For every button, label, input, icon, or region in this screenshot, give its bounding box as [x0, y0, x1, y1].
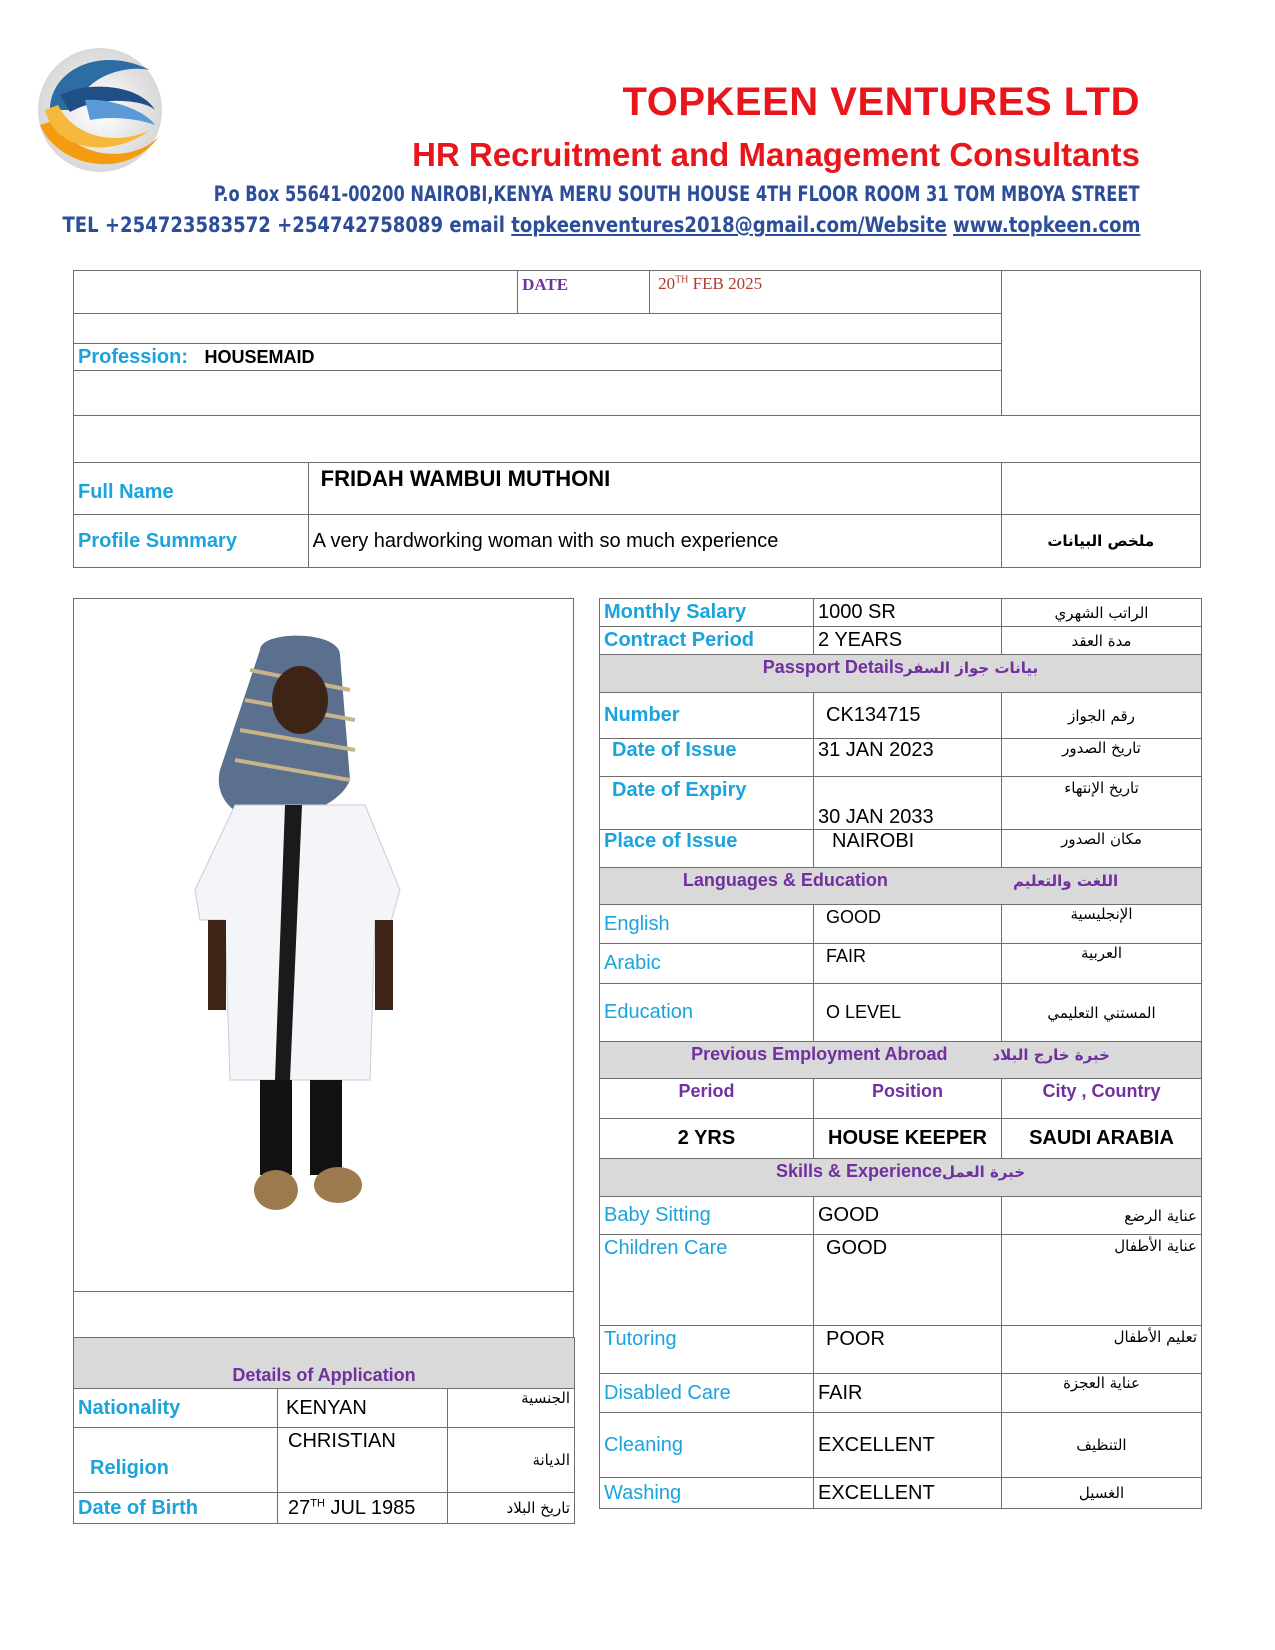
monthly-salary-value: 1000 SR: [814, 599, 1002, 627]
nationality-value: KENYAN: [278, 1389, 448, 1428]
english-value: GOOD: [814, 905, 1002, 944]
skills-section-en: Skills & Experience: [775, 1161, 943, 1181]
blank-row-3: [74, 416, 1201, 463]
details-section-header: Details of Application: [74, 1338, 575, 1389]
company-name: TOPKEEN VENTURES LTD: [622, 80, 1140, 124]
dob-day: 27: [288, 1496, 311, 1519]
skill-value-washing: EXCELLENT: [814, 1478, 1002, 1509]
skill-value-tutoring: POOR: [814, 1326, 1002, 1374]
contract-period-ar: مدة العقد: [1002, 627, 1202, 655]
education-label: Education: [600, 984, 814, 1042]
dob-ar: تاريخ البلاد: [448, 1493, 575, 1524]
position-value: HOUSE KEEPER: [814, 1119, 1002, 1159]
top-info-table: [73, 270, 1201, 568]
nationality-label: Nationality: [74, 1389, 278, 1428]
languages-section-ar: اللغت والتعليم: [1012, 872, 1119, 890]
profession-label: Profession:: [78, 345, 189, 368]
date-label-cell: [518, 271, 650, 314]
skill-value-baby-sitting: GOOD: [814, 1197, 1002, 1235]
photo-divider: [73, 1291, 574, 1338]
skill-label-baby-sitting: Baby Sitting: [600, 1197, 814, 1235]
arabic-ar: العربية: [1002, 944, 1202, 984]
city-country-header: City , Country: [1002, 1079, 1202, 1119]
passport-number-label: Number: [600, 693, 814, 739]
blank-cell: [1001, 463, 1200, 515]
profile-summary-label: Profile Summary: [74, 515, 309, 568]
dob-rest: JUL 1985: [324, 1496, 416, 1519]
contract-period-label: Contract Period: [600, 627, 814, 655]
skill-label-tutoring: Tutoring: [600, 1326, 814, 1374]
right-info-table: [599, 598, 1202, 1509]
skill-ar-children-care: عناية الأطفال: [1002, 1235, 1202, 1326]
skill-ar-cleaning: التنظيف: [1002, 1413, 1202, 1478]
dob-label: Date of Birth: [74, 1493, 278, 1524]
skill-ar-baby-sitting: عناية الرضع: [1002, 1197, 1202, 1235]
contract-period-value: 2 YEARS: [814, 627, 1002, 655]
profile-summary-value: A very hardworking woman with so much experience: [308, 515, 1001, 568]
period-header: Period: [600, 1079, 814, 1119]
skill-value-disabled-care: FAIR: [814, 1374, 1002, 1413]
skill-value-cleaning: EXCELLENT: [814, 1413, 1002, 1478]
skill-label-children-care: Children Care: [600, 1235, 814, 1326]
profession-value: HOUSEMAID: [204, 346, 315, 367]
date-value-cell: [650, 271, 1001, 314]
education-value: O LEVEL: [814, 984, 1002, 1042]
place-of-issue-label: Place of Issue: [600, 830, 814, 868]
company-tagline: HR Recruitment and Management Consultants: [412, 136, 1140, 173]
date-rest: FEB 2025: [688, 274, 763, 293]
period-value: 2 YRS: [600, 1119, 814, 1159]
skills-section-ar: خبرة العمل: [942, 1163, 1026, 1181]
date-label: DATE: [522, 275, 569, 294]
date-of-issue-label: Date of Issue: [600, 739, 814, 777]
dob-value: [278, 1493, 448, 1524]
date-of-expiry-ar: تاريخ الإنتهاء: [1002, 777, 1202, 830]
full-name-value: FRIDAH WAMBUI MUTHONI: [308, 463, 1001, 515]
religion-label: Religion: [74, 1428, 278, 1493]
skill-ar-washing: الغسيل: [1002, 1478, 1202, 1509]
languages-section-en: Languages & Education: [682, 870, 888, 890]
top-blank-cell: [74, 271, 518, 314]
english-label: English: [600, 905, 814, 944]
date-day: 20: [658, 274, 676, 293]
place-of-issue-value: NAIROBI: [814, 830, 1002, 868]
skill-ar-tutoring: تعليم الأطفال: [1002, 1326, 1202, 1374]
languages-section-header: [600, 868, 1202, 905]
website-link[interactable]: www.topkeen.com: [952, 213, 1140, 237]
employment-section-header: [600, 1042, 1202, 1079]
date-of-expiry-label: Date of Expiry: [600, 777, 814, 830]
full-name-label: Full Name: [74, 463, 309, 515]
date-of-issue-value: 31 JAN 2023: [814, 739, 1002, 777]
place-of-issue-ar: مكان الصدور: [1002, 830, 1202, 868]
passport-section-en: Passport Details: [762, 657, 904, 677]
candidate-photo: [190, 630, 430, 1220]
position-header: Position: [814, 1079, 1002, 1119]
profession-row: [74, 344, 1002, 371]
profile-summary-ar: ملخص البيانات: [1001, 515, 1200, 568]
blank-row-2: [74, 371, 1002, 416]
photo-placeholder-cell: [1001, 271, 1200, 416]
company-logo: [30, 40, 170, 180]
skill-label-washing: Washing: [600, 1478, 814, 1509]
passport-section-header: [600, 655, 1202, 693]
email-link[interactable]: topkeenventures2018@gmail.com/Website: [510, 213, 947, 237]
date-of-expiry-value: 30 JAN 2033: [814, 777, 1002, 830]
company-address: P.o Box 55641-00200 NAIROBI,KENYA MERU SOUTH HOUSE 4TH FLOOR ROOM 31 TOM MBOYA STREET: [214, 182, 1140, 206]
arabic-label: Arabic: [600, 944, 814, 984]
skills-section-header: [600, 1159, 1202, 1197]
arabic-value: FAIR: [814, 944, 1002, 984]
date-of-issue-ar: تاريخ الصدور: [1002, 739, 1202, 777]
skill-ar-disabled-care: عناية العجزة: [1002, 1374, 1202, 1413]
country-value: SAUDI ARABIA: [1002, 1119, 1202, 1159]
monthly-salary-label: Monthly Salary: [600, 599, 814, 627]
monthly-salary-ar: الراتب الشهري: [1002, 599, 1202, 627]
employment-section-ar: خبرة خارج البلاد: [992, 1046, 1110, 1064]
date-value: [658, 274, 762, 293]
passport-section-ar: بيانات جواز السفر: [903, 659, 1039, 677]
dob-sup: TH: [310, 1496, 325, 1509]
nationality-ar: الجنسية: [448, 1389, 575, 1428]
religion-ar: الديانة: [448, 1428, 575, 1493]
company-contact: [62, 213, 1140, 237]
date-sup: TH: [675, 274, 689, 286]
english-ar: الإنجليسية: [1002, 905, 1202, 944]
employment-section-en: Previous Employment Abroad: [691, 1044, 948, 1064]
religion-value: CHRISTIAN: [278, 1428, 448, 1493]
details-table: [73, 1337, 575, 1524]
contact-tel: TEL +254723583572 +254742758089 email: [62, 213, 511, 237]
skill-value-children-care: GOOD: [814, 1235, 1002, 1326]
education-ar: المستني التعليمي: [1002, 984, 1202, 1042]
skill-label-cleaning: Cleaning: [600, 1413, 814, 1478]
passport-number-ar: رقم الجواز: [1002, 693, 1202, 739]
skill-label-disabled-care: Disabled Care: [600, 1374, 814, 1413]
blank-row: [74, 314, 1002, 344]
passport-number-value: CK134715: [814, 693, 1002, 739]
